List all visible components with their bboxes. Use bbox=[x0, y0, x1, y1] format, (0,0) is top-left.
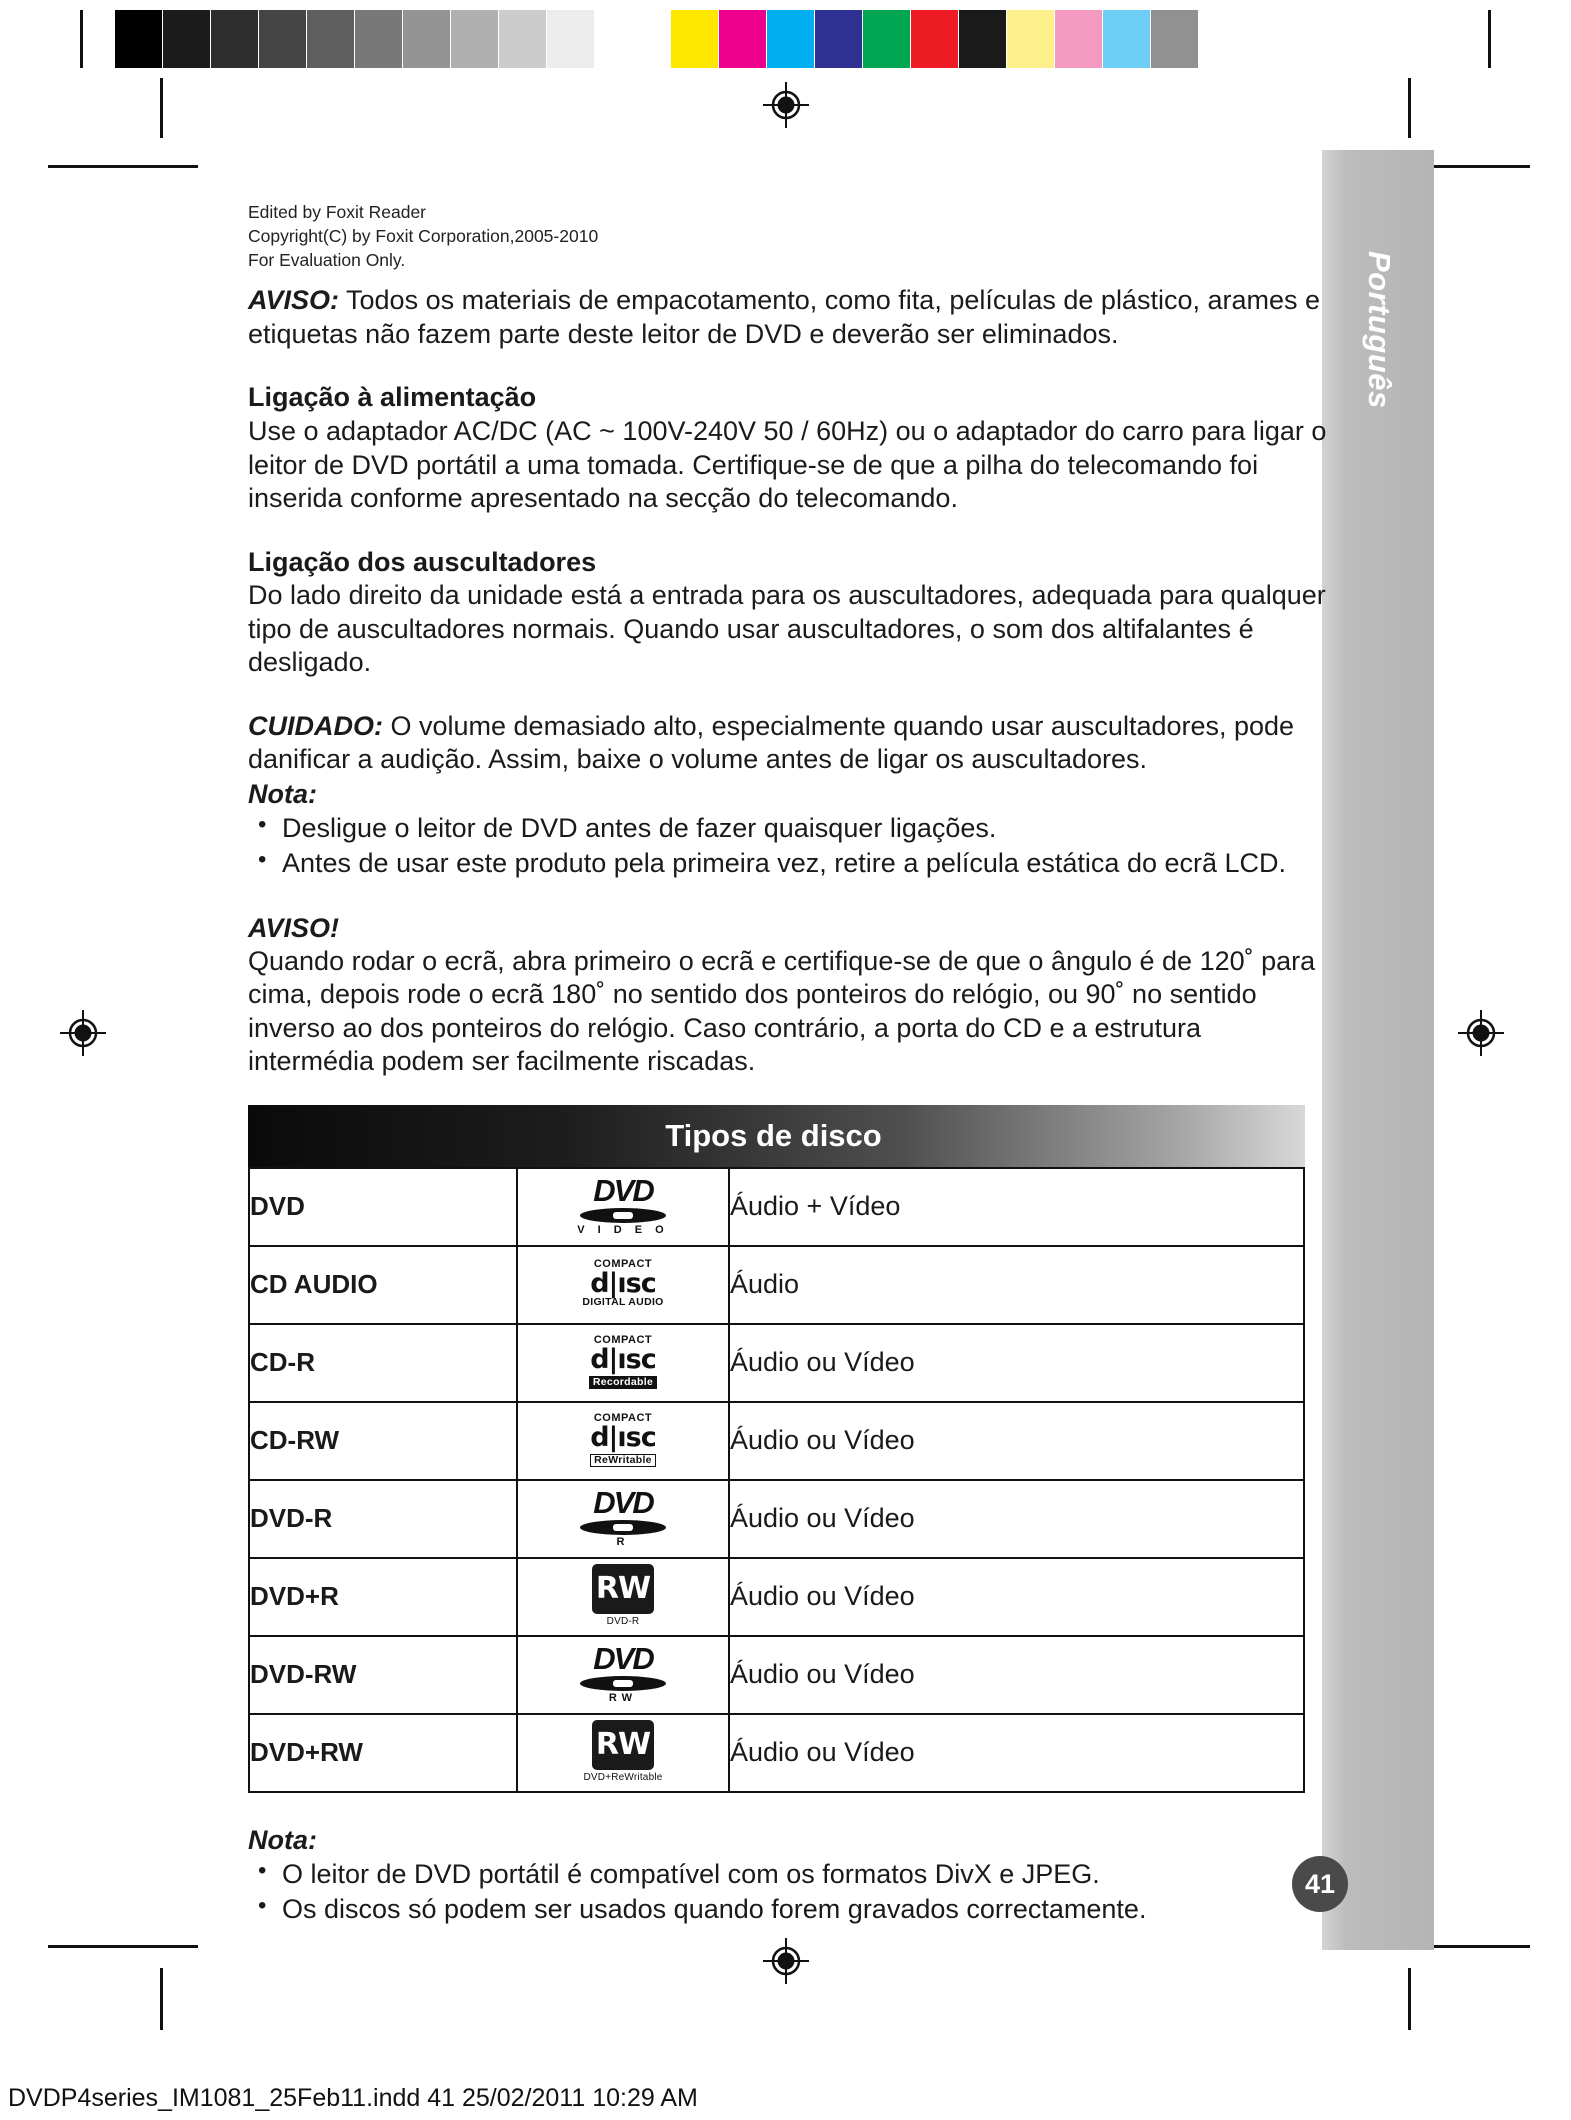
table-row bbox=[249, 1168, 1304, 1246]
grayscale-patch-7 bbox=[451, 10, 499, 68]
disc-name-cell: DVD bbox=[249, 1168, 517, 1246]
table-row bbox=[249, 1402, 1304, 1480]
nota-list-first bbox=[248, 811, 1328, 881]
disc-description-cell: Áudio ou Vídeo bbox=[729, 1324, 1304, 1402]
disc-name-cell: DVD+R bbox=[249, 1558, 517, 1636]
power-connection-text: Use o adaptador AC/DC (AC ~ 100V-240V 50 / 60Hz) ou o adaptador do carro para ligar o leitor de DVD portátil a uma tomada. Certifique-se de que a pilha do telecomando foi inserida conforme apresentado na secção do telecomando. bbox=[248, 416, 1327, 514]
list-item: • O leitor de DVD portátil é compatível com os formatos DivX e JPEG. bbox=[248, 1857, 1328, 1892]
color-patch-1 bbox=[719, 10, 767, 68]
registration-mark-left bbox=[60, 1010, 106, 1056]
disc-description-cell: Áudio ou Vídeo bbox=[729, 1480, 1304, 1558]
table-row bbox=[249, 1480, 1304, 1558]
compact-disc-recordable-logo: COMPACT d|ısc Recordable bbox=[517, 1324, 729, 1402]
dvd-video-logo: DVD V I D E O bbox=[517, 1168, 729, 1246]
crop-mark-lower-left-vertical bbox=[160, 1968, 163, 2030]
aviso-paragraph bbox=[248, 284, 1328, 351]
registration-mark-bottom bbox=[763, 1938, 809, 1984]
disc-name-cell: DVD+RW bbox=[249, 1714, 517, 1792]
color-patch-2 bbox=[767, 10, 815, 68]
aviso2-label: AVISO! bbox=[248, 912, 340, 943]
grayscale-patch-3 bbox=[259, 10, 307, 68]
color-patch-3 bbox=[815, 10, 863, 68]
grayscale-patch-2 bbox=[211, 10, 259, 68]
disc-description-cell: Áudio ou Vídeo bbox=[729, 1402, 1304, 1480]
disc-table-title: Tipos de disco bbox=[248, 1105, 1305, 1167]
grayscale-patch-8 bbox=[499, 10, 547, 68]
list-item: • Os discos só podem ser usados quando forem gravados correctamente. bbox=[248, 1892, 1328, 1927]
disc-table-body bbox=[248, 1167, 1305, 1793]
nota-list-second bbox=[248, 1857, 1328, 1927]
aviso-label: AVISO: bbox=[248, 285, 340, 316]
grayscale-patch-1 bbox=[163, 10, 211, 68]
dvd-r-logo: DVD R bbox=[517, 1480, 729, 1558]
crop-mark-top-right-vertical bbox=[1488, 10, 1491, 68]
nota-label-first: Nota: bbox=[248, 778, 317, 809]
disc-name-cell: DVD-RW bbox=[249, 1636, 517, 1714]
compact-disc-rewritable-logo: COMPACT d|ısc ReWritable bbox=[517, 1402, 729, 1480]
foxit-line-2: Copyright(C) by Foxit Corporation,2005-2010 bbox=[248, 226, 599, 247]
disc-description-cell: Áudio ou Vídeo bbox=[729, 1714, 1304, 1792]
crop-mark-top-left-vertical bbox=[80, 10, 83, 68]
color-patch-6 bbox=[959, 10, 1007, 68]
cuidado-label: CUIDADO: bbox=[248, 710, 383, 741]
table-row bbox=[249, 1714, 1304, 1792]
crop-mark-lower-left-horizontal bbox=[48, 1945, 198, 1948]
grayscale-patch-10 bbox=[595, 10, 643, 68]
crop-mark-upper-right-vertical bbox=[1408, 78, 1411, 138]
dvd-plus-rw-logo: RW DVD+ReWritable bbox=[517, 1714, 729, 1792]
registration-mark-top bbox=[763, 82, 809, 128]
list-item: • Antes de usar este produto pela primeira vez, retire a película estática do ecrã LCD. bbox=[248, 846, 1328, 881]
disc-name-cell: DVD-R bbox=[249, 1480, 517, 1558]
indesign-footer-text: DVDP4series_IM1081_25Feb11.indd 41 25/02/2011 10:29 AM bbox=[8, 2084, 698, 2112]
grayscale-patch-5 bbox=[355, 10, 403, 68]
color-patch-7 bbox=[1007, 10, 1055, 68]
table-row bbox=[249, 1324, 1304, 1402]
foxit-line-1: Edited by Foxit Reader bbox=[248, 202, 427, 222]
disc-types-table bbox=[248, 1105, 1305, 1793]
disc-description-cell: Áudio ou Vídeo bbox=[729, 1636, 1304, 1714]
crop-mark-upper-left-horizontal bbox=[48, 165, 198, 168]
disc-description-cell: Áudio bbox=[729, 1246, 1304, 1324]
list-item: • Desligue o leitor de DVD antes de fazer quaisquer ligações. bbox=[248, 811, 1328, 846]
color-patch-8 bbox=[1055, 10, 1103, 68]
nota-label-second: Nota: bbox=[248, 1824, 317, 1855]
foxit-line-3: For Evaluation Only. bbox=[248, 250, 406, 271]
cuidado-text: O volume demasiado alto, especialmente quando usar auscultadores, pode danificar a audição. Assim, baixe o volume antes de ligar os auscultadores. bbox=[248, 710, 1295, 775]
page-content bbox=[248, 200, 1328, 1927]
disc-description-cell: Áudio + Vídeo bbox=[729, 1168, 1304, 1246]
color-patch-9 bbox=[1103, 10, 1151, 68]
color-bar-gap bbox=[643, 10, 671, 68]
table-row bbox=[249, 1636, 1304, 1714]
cuidado-paragraph bbox=[248, 710, 1328, 777]
printer-color-calibration-bar bbox=[115, 10, 1199, 68]
grayscale-patch-0 bbox=[115, 10, 163, 68]
color-patch-0 bbox=[671, 10, 719, 68]
disc-name-cell: CD AUDIO bbox=[249, 1246, 517, 1324]
compact-disc-digital-audio-logo: COMPACT d|ısc DIGITAL AUDIO bbox=[517, 1246, 729, 1324]
color-patch-4 bbox=[863, 10, 911, 68]
page-number-badge: 41 bbox=[1292, 1856, 1348, 1912]
color-patch-10 bbox=[1151, 10, 1199, 68]
foxit-watermark bbox=[248, 200, 1328, 272]
table-row bbox=[249, 1246, 1304, 1324]
headphone-connection-text: Do lado direito da unidade está a entrada para os auscultadores, adequada para qualquer tipo de auscultadores normais. Quando usar auscultadores, o som dos altifalantes é desligado. bbox=[248, 580, 1326, 678]
grayscale-patch-9 bbox=[547, 10, 595, 68]
grayscale-patch-4 bbox=[307, 10, 355, 68]
crop-mark-lower-right-vertical bbox=[1408, 1968, 1411, 2030]
table-row bbox=[249, 1558, 1304, 1636]
aviso2-text: Quando rodar o ecrã, abra primeiro o ecrã e certifique-se de que o ângulo é de 120˚ para cima, depois rode o ecrã 180˚ no sentido dos ponteiros do relógio, ou 90˚ no sentido inverso ao dos ponteiros do relógio. Caso contrário, a porta do CD e a estrutura intermédia podem ser facilmente riscadas. bbox=[248, 945, 1316, 1077]
registration-mark-right bbox=[1458, 1010, 1504, 1056]
heading-power-connection: Ligação à alimentação bbox=[248, 382, 537, 413]
disc-name-cell: CD-R bbox=[249, 1324, 517, 1402]
disc-description-cell: Áudio ou Vídeo bbox=[729, 1558, 1304, 1636]
dvd-rw-logo: DVD RW bbox=[517, 1636, 729, 1714]
grayscale-patch-6 bbox=[403, 10, 451, 68]
language-tab-label: Português bbox=[1362, 251, 1397, 409]
aviso-text: Todos os materiais de empacotamento, como fita, películas de plástico, arames e etiquetas não fazem parte deste leitor de DVD e deverão ser eliminados. bbox=[248, 285, 1321, 349]
dvd-plus-r-rw-logo: RW DVD-R bbox=[517, 1558, 729, 1636]
color-patch-5 bbox=[911, 10, 959, 68]
crop-mark-upper-left-vertical bbox=[160, 78, 163, 138]
disc-name-cell: CD-RW bbox=[249, 1402, 517, 1480]
heading-headphone-connection: Ligação dos auscultadores bbox=[248, 546, 597, 577]
